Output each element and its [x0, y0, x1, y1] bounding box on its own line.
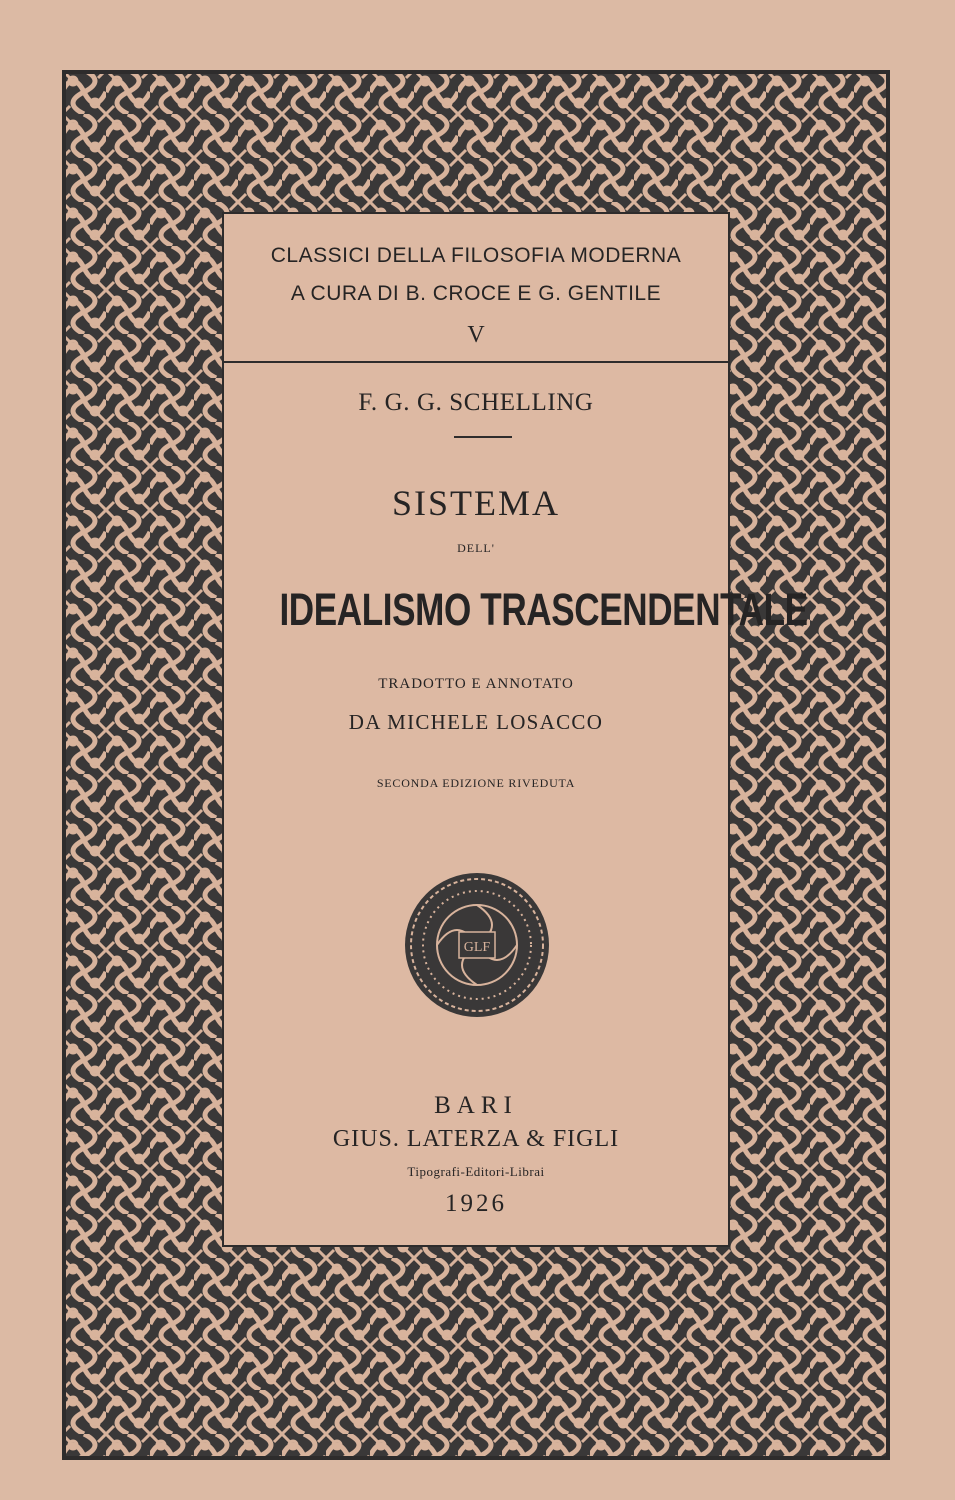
series-volume-number: V	[467, 322, 485, 348]
publisher-seal	[402, 870, 552, 1020]
author-name: F. G. G. SCHELLING	[358, 389, 594, 416]
edition-note: SECONDA EDIZIONE RIVEDUTA	[376, 776, 576, 790]
series-title-line-1: CLASSICI DELLA FILOSOFIA MODERNA	[270, 244, 682, 267]
series-divider	[224, 361, 728, 363]
book-title-subtitle: IDEALISMO TRASCENDENTALE	[279, 584, 808, 635]
seal-monogram: GLF	[463, 940, 491, 955]
book-title-main: SISTEMA	[391, 483, 561, 523]
series-editors-line: A CURA DI B. CROCE E G. GENTILE	[290, 282, 662, 305]
imprint-trade: Tipografi-Editori-Librai	[407, 1164, 545, 1179]
imprint-year: 1926	[445, 1190, 507, 1217]
author-divider	[454, 436, 512, 438]
translation-credit-line-2: DA MICHELE LOSACCO	[348, 710, 604, 734]
translation-credit-line-1: TRADOTTO E ANNOTATO	[378, 676, 574, 692]
imprint-place: BARI	[434, 1092, 518, 1119]
book-title-connector: DELL'	[457, 541, 495, 555]
title-panel	[222, 212, 808, 1247]
imprint-publisher: GIUS. LATERZA & FIGLI	[332, 1126, 620, 1152]
